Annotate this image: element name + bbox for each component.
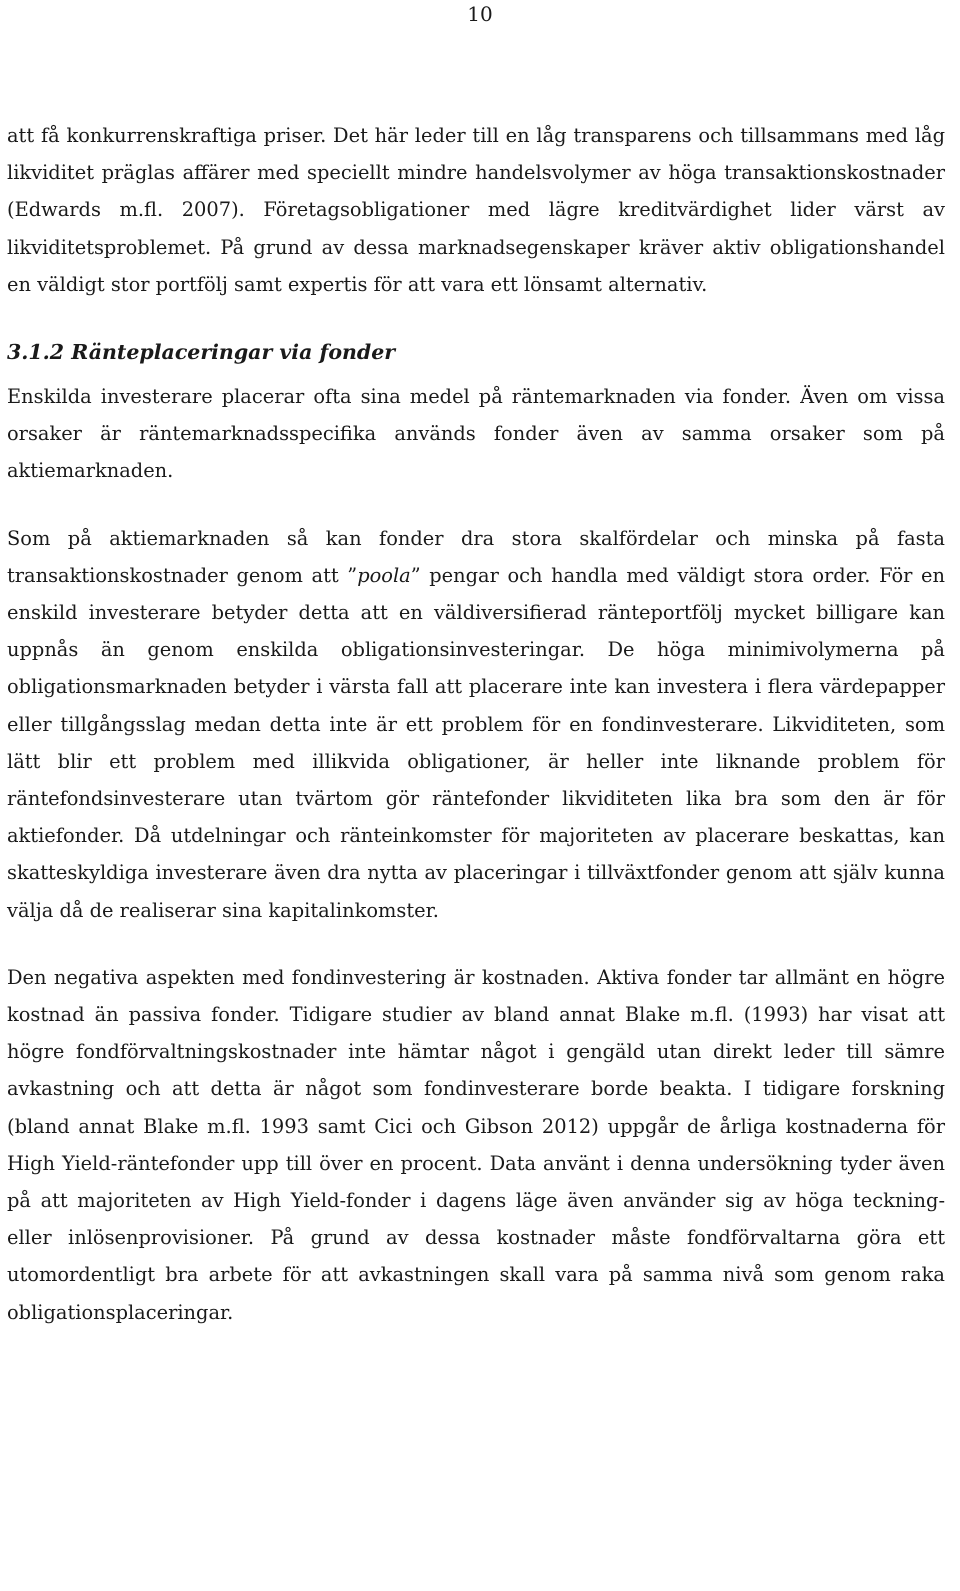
paragraph-text-after: ” pengar och handla med väldigt stora order. För en enskild investerare betyder detta att en väldiversifierad ränteportfölj mycket billigare kan uppnås än genom enskilda obligationsinvesteringar. De höga minimivolymerna på obligationsmarknaden betyder i värsta fall att placerare inte kan investera i flera värdepapper eller tillgångsslag medan detta inte är ett problem för en fondinvesterare. Likviditeten, som lätt blir ett problem med illikvida obligationer, är heller inte liknande problem för räntefondsinvesterare utan tvärtom gör räntefonder likviditeten lika bra som den är för aktiefonder. Då utdelningar och ränteinkomster för majoriteten av placerare beskattas, kan skatteskyldiga investerare även dra nytta av placeringar i tillväxtfonder genom att själv kunna välja då de realiserar sina kapitalinkomster. (7, 563, 945, 922)
emphasis-poola: poola (357, 563, 411, 587)
paragraph-intro: att få konkurrenskraftiga priser. Det här leder till en låg transparens och tillsammans med låg likviditet präglas affärer med speciellt mindre handelsvolymer av höga transaktionskostnader (Edwards m.fl. 2007). Företagsobligationer med lägre kreditvärdighet lider värst av likviditetsproblemet. På grund av dessa marknadsegenskaper kräver aktiv obligationshandel en väldigt stor portfölj samt expertis för att vara ett lönsamt alternativ. (7, 124, 945, 296)
document-body (7, 117, 945, 1331)
section-heading: 3.1.2 Ränteplaceringar via fonder (7, 340, 396, 365)
paragraph-fonder-intro: Enskilda investerare placerar ofta sina medel på räntemarknaden via fonder. Även om vissa orsaker är räntemarknadsspecifika används fonder även av samma orsaker som på aktiemarknaden. (7, 385, 945, 483)
page-number: 10 (467, 2, 493, 26)
paragraph-fund-costs: Den negativa aspekten med fondinvestering är kostnaden. Aktiva fonder tar allmänt en högre kostnad än passiva fonder. Tidigare studier av bland annat Blake m.fl. (1993) har visat att högre fondförvaltningskostnader inte hämtar något i gengäld utan direkt leder till sämre avkastning och att detta är något som fondinvesterare borde beakta. I tidigare forskning (bland annat Blake m.fl. 1993 samt Cici och Gibson 2012) uppgår de årliga kostnaderna för High Yield-räntefonder upp till över en procent. Data använt i denna undersökning tyder även på att majoriteten av High Yield-fonder i dagens läge även använder sig av höga teckning- eller inlösenprovisioner. På grund av dessa kostnader måste fondförvaltarna göra ett utomordentligt bra arbete för att avkastningen skall vara på samma nivå som genom raka obligationsplaceringar. (7, 965, 945, 1324)
paragraph-text-before: Som på aktiemarknaden så kan fonder dra stora skalfördelar och minska på fasta transaktionskostnader genom att ” (7, 526, 945, 587)
paragraph-fund-advantages (7, 520, 945, 929)
